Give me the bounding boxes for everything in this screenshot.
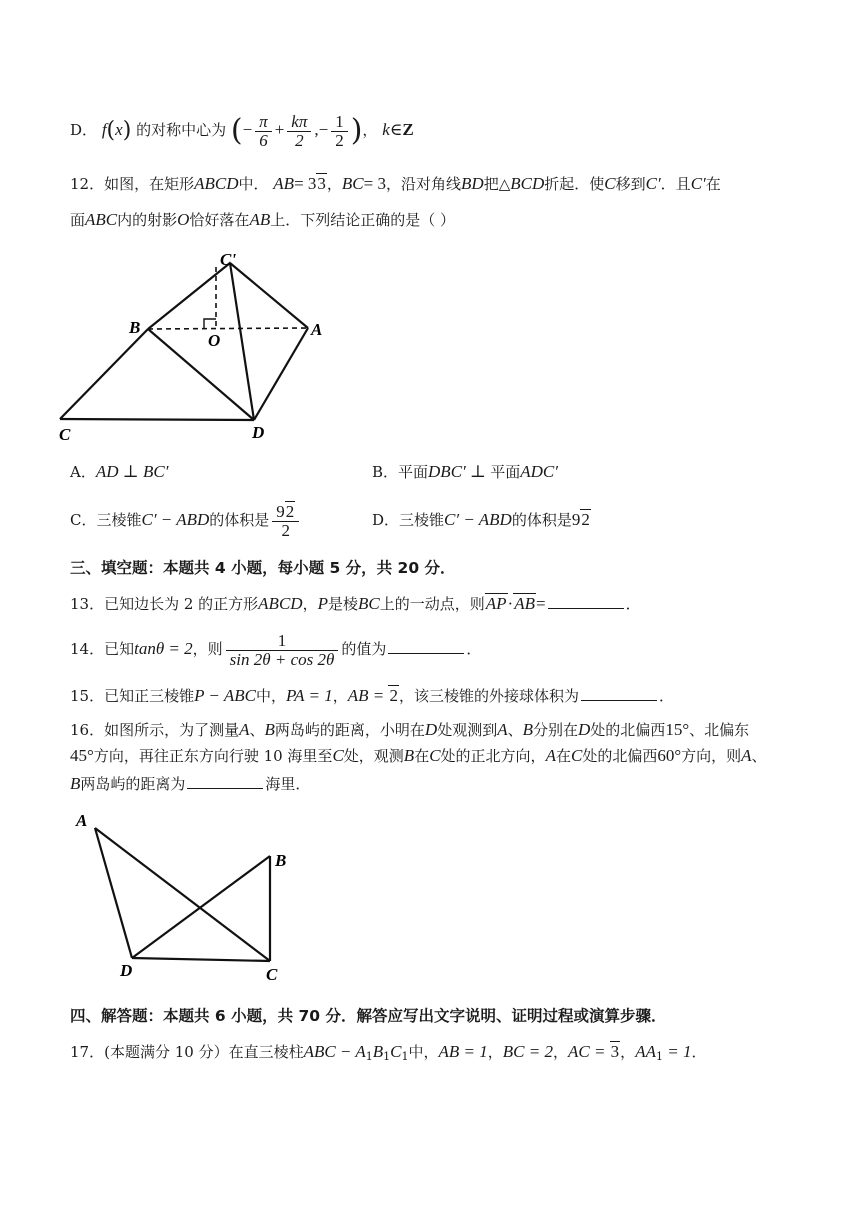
q12-option-b: B．平面DBC′ ⊥ 平面ADC′ — [372, 462, 558, 481]
q16-line-2: 45°方向，再往正东方向行驶 10 海里至C处，观测B在C处的正北方向，A在C处的北偏西60°方向，则A、 — [70, 746, 767, 765]
fig16-label-d: D — [120, 961, 133, 980]
fig12-label-b: B — [129, 318, 141, 337]
q15: 15．已知正三棱锥P − ABC中，PA = 1，AB = 2，该三棱锥的外接球体积为 ． — [70, 686, 675, 705]
q14: 14．已知tanθ = 2，则 $\frac{1}{\sin 2\theta + \cos 2\theta}$ 的值为 ． — [70, 630, 482, 669]
q12-option-c: C．三棱锥C′ − ABD的体积是 $\frac{92}{2}$ — [70, 498, 820, 542]
fig16-label-c: C — [266, 965, 278, 984]
q13-answer-blank[interactable] — [548, 594, 624, 609]
q13: 13．已知边长为 2 的正方形ABCD，P是棱BC上的一动点，则AP·AB= ． — [70, 594, 641, 613]
fig12-label-d: D — [252, 423, 265, 442]
q12-option-d: D．三棱锥C′ − ABD的体积是92 — [372, 510, 590, 529]
q16-line-3: B两岛屿的距离为 海里． — [70, 774, 311, 793]
q12-line-2: 面ABC内的射影O恰好落在AB上．下列结论正确的是（ ） — [70, 210, 455, 229]
fig12-label-o: O — [208, 331, 221, 350]
fig12-label-cp: C' — [220, 250, 237, 269]
q11-option-d: D． f(x) 的对称中心为 (− $\frac{\pi}{6}$ + $\frac{k\pi}{2}$ ,− $\frac{1}{2}$ )， k∈Z — [70, 111, 414, 150]
q16-answer-blank[interactable] — [187, 774, 263, 789]
section-3-heading: 三、填空题：本题共 4 小题，每小题 5 分，共 20 分． — [70, 559, 456, 577]
section-4-heading: 四、解答题：本题共 6 小题，共 70 分．解答应写出文字说明、证明过程或演算步骤． — [70, 1007, 667, 1025]
q16-figure — [70, 808, 310, 988]
q14-answer-blank[interactable] — [388, 639, 464, 654]
q17: 17．(本题满分 10 分）在直三棱柱ABC − $A_1B_1C_1$中，AB = 1，BC = 2，AC = 3，$AA_1 = 1$． — [70, 1042, 707, 1063]
fig12-label-c: C — [59, 425, 71, 444]
q16-line-1: 16．如图所示，为了测量A、B两岛屿的距离，小明在D处观测到A、B分别在D处的北偏西15°、北偏东 — [70, 720, 750, 739]
q15-answer-blank[interactable] — [581, 686, 657, 701]
fig16-label-a: A — [76, 811, 88, 830]
fig16-label-b: B — [275, 851, 287, 870]
q12-option-a: A．AD ⊥ BC′ — [70, 462, 169, 481]
fig12-label-a: A — [311, 320, 323, 339]
q12-figure — [55, 245, 335, 445]
q12-line-1: 12．如图，在矩形ABCD中． AB= 33，BC= 3，沿对角线BD把△BCD折起．使C移到C′．且C′在 — [70, 174, 721, 193]
